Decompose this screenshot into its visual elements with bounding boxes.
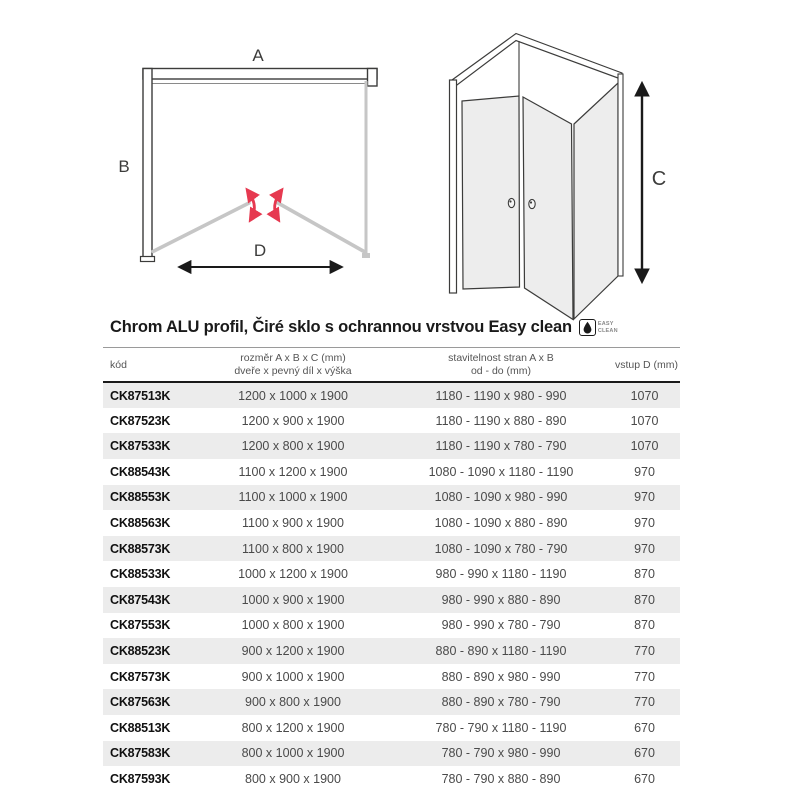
left-door-knob-dot xyxy=(509,200,511,202)
code-cell: CK87513K xyxy=(110,388,171,403)
code-cell: CK87563K xyxy=(110,695,171,710)
dimensions-cell: 800 x 1200 x 1900 xyxy=(241,720,345,735)
entry-cell: 1070 xyxy=(630,439,659,454)
table-row xyxy=(103,766,680,792)
adjustability-cell: 780 - 790 x 880 - 890 xyxy=(441,771,561,786)
adjustability-cell: 1080 - 1090 x 1180 - 1190 xyxy=(428,464,574,479)
entry-cell: 970 xyxy=(634,490,655,505)
adjustability-cell: 980 - 990 x 880 - 890 xyxy=(441,592,561,607)
table-row xyxy=(103,664,680,690)
code-cell: CK87523K xyxy=(110,413,171,428)
code-cell: CK88573K xyxy=(110,541,171,556)
entry-cell: 870 xyxy=(634,618,655,633)
dimensions-cell: 800 x 1000 x 1900 xyxy=(241,746,345,761)
table-header-row xyxy=(103,348,680,383)
code-cell: CK87573K xyxy=(110,669,171,684)
adjustability-cell: 980 - 990 x 1180 - 1190 xyxy=(435,567,567,582)
table-row xyxy=(103,382,680,408)
table-row xyxy=(103,561,680,587)
table-row xyxy=(103,638,680,664)
entry-cell: 670 xyxy=(634,746,655,761)
table-row xyxy=(103,485,680,511)
left-wall-profile-3d xyxy=(450,80,457,293)
table-row xyxy=(103,536,680,562)
adjustability-cell: 880 - 890 x 1180 - 1190 xyxy=(435,643,567,658)
table-row xyxy=(103,689,680,715)
right-door-knob-icon xyxy=(529,199,535,208)
spec-table xyxy=(103,347,680,792)
dimensions-cell: 1200 x 900 x 1900 xyxy=(241,413,345,428)
top-wall-profile xyxy=(143,69,377,80)
left-profile-foot xyxy=(141,257,155,262)
col-header-kod: kód xyxy=(110,358,127,371)
easy-clean-badge xyxy=(579,319,618,336)
easy-clean-badge-text: EASY CLEAN xyxy=(597,321,618,334)
dim-label-c: C xyxy=(651,168,667,190)
col-header-rozmer: rozměr A x B x C (mm) dveře x pevný díl x výška xyxy=(234,352,352,378)
entry-cell: 1070 xyxy=(630,413,659,428)
dimensions-cell: 1100 x 800 x 1900 xyxy=(242,541,344,556)
entry-cell: 970 xyxy=(634,464,655,479)
left-wall-profile xyxy=(143,69,152,259)
code-cell: CK88563K xyxy=(110,516,171,531)
col-header-vstup: vstup D (mm) xyxy=(615,358,678,371)
easy-clean-droplet-icon xyxy=(579,319,596,336)
table-row xyxy=(103,613,680,639)
left-door xyxy=(462,96,520,289)
plan-diagram xyxy=(100,35,400,290)
right-door-knob-dot xyxy=(530,201,532,203)
table-row xyxy=(103,510,680,536)
dimensions-cell: 1200 x 1000 x 1900 xyxy=(238,388,348,403)
fixed-side-panel xyxy=(574,83,618,319)
adjustability-cell: 980 - 990 x 780 - 790 xyxy=(441,618,561,633)
code-cell: CK87533K xyxy=(110,439,171,454)
dimensions-cell: 1100 x 1200 x 1900 xyxy=(238,464,348,479)
fixed-glass-foot xyxy=(362,253,370,258)
col-header-stavitelnost: stavitelnost stran A x B od - do (mm) xyxy=(448,352,554,378)
top-profile-end-cap xyxy=(368,69,378,87)
dimensions-cell: 1000 x 1200 x 1900 xyxy=(238,567,348,582)
code-cell: CK87593K xyxy=(110,771,171,786)
title-row xyxy=(110,318,618,337)
dimensions-cell: 1000 x 800 x 1900 xyxy=(241,618,345,633)
left-door-panel xyxy=(153,203,249,252)
page-title: Chrom ALU profil, Čiré sklo s ochrannou vrstvou Easy clean xyxy=(110,318,572,336)
dimensions-cell: 900 x 1000 x 1900 xyxy=(241,669,345,684)
entry-cell: 970 xyxy=(634,541,655,556)
adjustability-cell: 780 - 790 x 1180 - 1190 xyxy=(435,720,567,735)
dimensions-cell: 800 x 900 x 1900 xyxy=(245,771,341,786)
right-door-panel xyxy=(278,203,364,252)
dimensions-cell: 1200 x 800 x 1900 xyxy=(241,439,345,454)
iso-diagram xyxy=(440,20,700,330)
adjustability-cell: 780 - 790 x 980 - 990 xyxy=(441,746,561,761)
entry-cell: 870 xyxy=(634,567,655,582)
table-row xyxy=(103,433,680,459)
table-body xyxy=(103,382,680,792)
code-cell: CK88553K xyxy=(110,490,171,505)
dim-label-a: A xyxy=(252,46,264,65)
code-cell: CK87583K xyxy=(110,746,171,761)
adjustability-cell: 1080 - 1090 x 980 - 990 xyxy=(434,490,568,505)
adjustability-cell: 1180 - 1190 x 880 - 890 xyxy=(435,413,567,428)
code-cell: CK87553K xyxy=(110,618,171,633)
entry-cell: 870 xyxy=(634,592,655,607)
code-cell: CK88533K xyxy=(110,567,171,582)
dimensions-cell: 900 x 800 x 1900 xyxy=(245,695,341,710)
left-door-knob-icon xyxy=(508,198,514,207)
dimensions-cell: 900 x 1200 x 1900 xyxy=(241,643,345,658)
code-cell: CK88513K xyxy=(110,720,171,735)
entry-cell: 670 xyxy=(634,771,655,786)
adjustability-cell: 1180 - 1190 x 980 - 990 xyxy=(435,388,567,403)
adjustability-cell: 1180 - 1190 x 780 - 790 xyxy=(435,439,567,454)
table-row xyxy=(103,587,680,613)
dimensions-cell: 1100 x 1000 x 1900 xyxy=(238,490,348,505)
code-cell: CK88523K xyxy=(110,643,171,658)
adjustability-cell: 1080 - 1090 x 780 - 790 xyxy=(434,541,568,556)
table-row xyxy=(103,715,680,741)
entry-cell: 770 xyxy=(634,643,655,658)
entry-cell: 770 xyxy=(634,669,655,684)
entry-cell: 1070 xyxy=(630,388,659,403)
adjustability-cell: 880 - 890 x 980 - 990 xyxy=(441,669,561,684)
code-cell: CK88543K xyxy=(110,464,171,479)
table-row xyxy=(103,459,680,485)
dim-label-d: D xyxy=(253,241,267,260)
top-rim xyxy=(452,34,622,87)
dimensions-cell: 1000 x 900 x 1900 xyxy=(241,592,345,607)
adjustability-cell: 880 - 890 x 780 - 790 xyxy=(441,695,561,710)
right-edge-profile-3d xyxy=(618,74,623,276)
dim-label-b: B xyxy=(118,157,130,176)
entry-cell: 670 xyxy=(634,720,655,735)
entry-cell: 970 xyxy=(634,516,655,531)
table-row xyxy=(103,741,680,767)
entry-cell: 770 xyxy=(634,695,655,710)
dimensions-cell: 1100 x 900 x 1900 xyxy=(242,516,344,531)
table-row xyxy=(103,408,680,434)
adjustability-cell: 1080 - 1090 x 880 - 890 xyxy=(434,516,568,531)
code-cell: CK87543K xyxy=(110,592,171,607)
